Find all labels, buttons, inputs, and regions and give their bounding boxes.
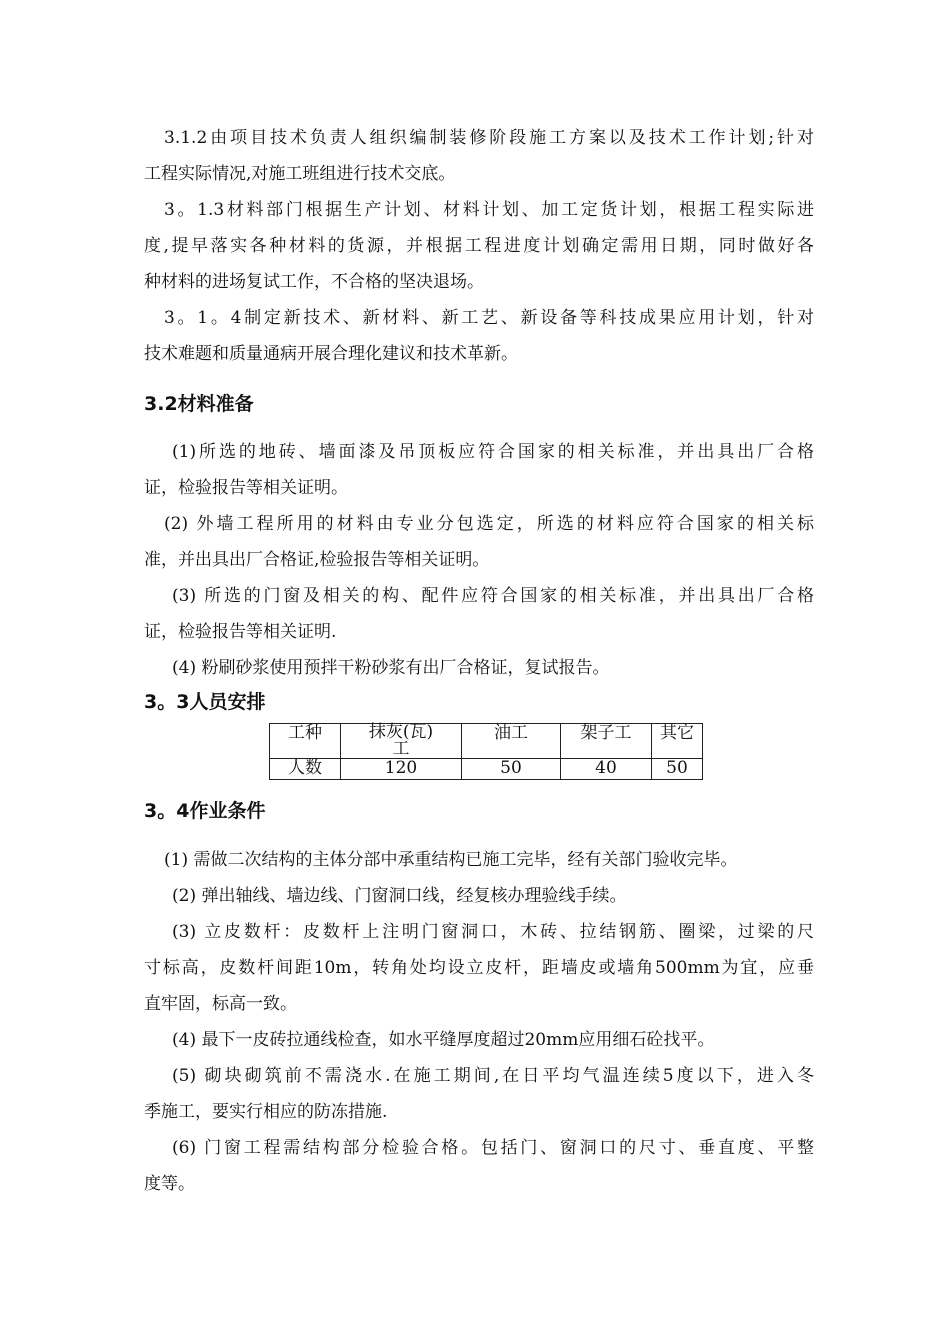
table-cell: 抹灰(瓦) 工 bbox=[341, 724, 462, 759]
table-cell: 架子工 bbox=[561, 724, 652, 759]
table-cell: 50 bbox=[652, 759, 703, 780]
paragraph-line: 3.1.2由项目技术负责人组织编制装修阶段施工方案以及技术工作计划;针对 bbox=[164, 128, 814, 148]
paragraph-line: (5) 砌块砌筑前不需浇水.在施工期间,在日平均气温连续5度以下，进入冬 bbox=[172, 1066, 814, 1086]
paragraph-line: 度,提早落实各种材料的货源，并根据工程进度计划确定需用日期，同时做好各 bbox=[144, 236, 814, 256]
paragraph-line: (3) 立皮数杆：皮数杆上注明门窗洞口，木砖、拉结钢筋、圈梁，过梁的尺 bbox=[172, 922, 814, 942]
table-cell: 其它 bbox=[652, 724, 703, 759]
table-row bbox=[270, 759, 703, 780]
paragraph-line: 3。1。4制定新技术、新材料、新工艺、新设备等科技成果应用计划，针对 bbox=[164, 308, 814, 328]
table-cell: 油工 bbox=[462, 724, 561, 759]
paragraph-line: 技术难题和质量通病开展合理化建议和技术革新。 bbox=[144, 344, 518, 364]
paragraph-line: (4) 最下一皮砖拉通线检查，如水平缝厚度超过20mm应用细石砼找平。 bbox=[172, 1030, 715, 1050]
table-cell: 50 bbox=[462, 759, 561, 780]
paragraph-line: 证，检验报告等相关证明. bbox=[144, 622, 337, 642]
paragraph-line: 季施工，要实行相应的防冻措施. bbox=[144, 1102, 388, 1122]
paragraph-line: (1)所选的地砖、墙面漆及吊顶板应符合国家的相关标准，并出具出厂合格 bbox=[172, 442, 814, 462]
paragraph-line: (1) 需做二次结构的主体分部中承重结构已施工完毕，经有关部门验收完毕。 bbox=[164, 850, 738, 870]
section-heading-3-3: 3。3人员安排 bbox=[144, 691, 266, 713]
paragraph-line: 直牢固，标高一致。 bbox=[144, 994, 297, 1014]
paragraph-line: 寸标高，皮数杆间距10m，转角处均设立皮杆，距墙皮或墙角500mm为宜，应垂 bbox=[144, 958, 814, 978]
paragraph-line: (2) 外墙工程所用的材料由专业分包选定，所选的材料应符合国家的相关标 bbox=[164, 514, 814, 534]
section-heading-3-4: 3。4作业条件 bbox=[144, 800, 266, 822]
paragraph-line: (2) 弹出轴线、墙边线、门窗洞口线，经复核办理验线手续。 bbox=[172, 886, 627, 906]
table-cell: 40 bbox=[561, 759, 652, 780]
paragraph-line: 工程实际情况,对施工班组进行技术交底。 bbox=[144, 164, 456, 184]
table-row bbox=[270, 724, 703, 759]
paragraph-line: (4) 粉刷砂浆使用预拌干粉砂浆有出厂合格证，复试报告。 bbox=[172, 658, 610, 678]
section-heading-3-2: 3.2材料准备 bbox=[144, 393, 254, 415]
staffing-table bbox=[269, 723, 703, 780]
paragraph-line: (6) 门窗工程需结构部分检验合格。包括门、窗洞口的尺寸、垂直度、平整 bbox=[172, 1138, 814, 1158]
paragraph-line: 种材料的进场复试工作，不合格的坚决退场。 bbox=[144, 272, 484, 292]
paragraph-line: 准，并出具出厂合格证,检验报告等相关证明。 bbox=[144, 550, 490, 570]
paragraph-line: 度等。 bbox=[144, 1174, 195, 1194]
paragraph-line: (3) 所选的门窗及相关的构、配件应符合国家的相关标准，并出具出厂合格 bbox=[172, 586, 814, 606]
table-cell: 120 bbox=[341, 759, 462, 780]
paragraph-line: 3。1.3材料部门根据生产计划、材料计划、加工定货计划，根据工程实际进 bbox=[164, 200, 814, 220]
table-cell: 人数 bbox=[270, 759, 341, 780]
paragraph-line: 证，检验报告等相关证明。 bbox=[144, 478, 348, 498]
table-cell: 工种 bbox=[270, 724, 341, 759]
